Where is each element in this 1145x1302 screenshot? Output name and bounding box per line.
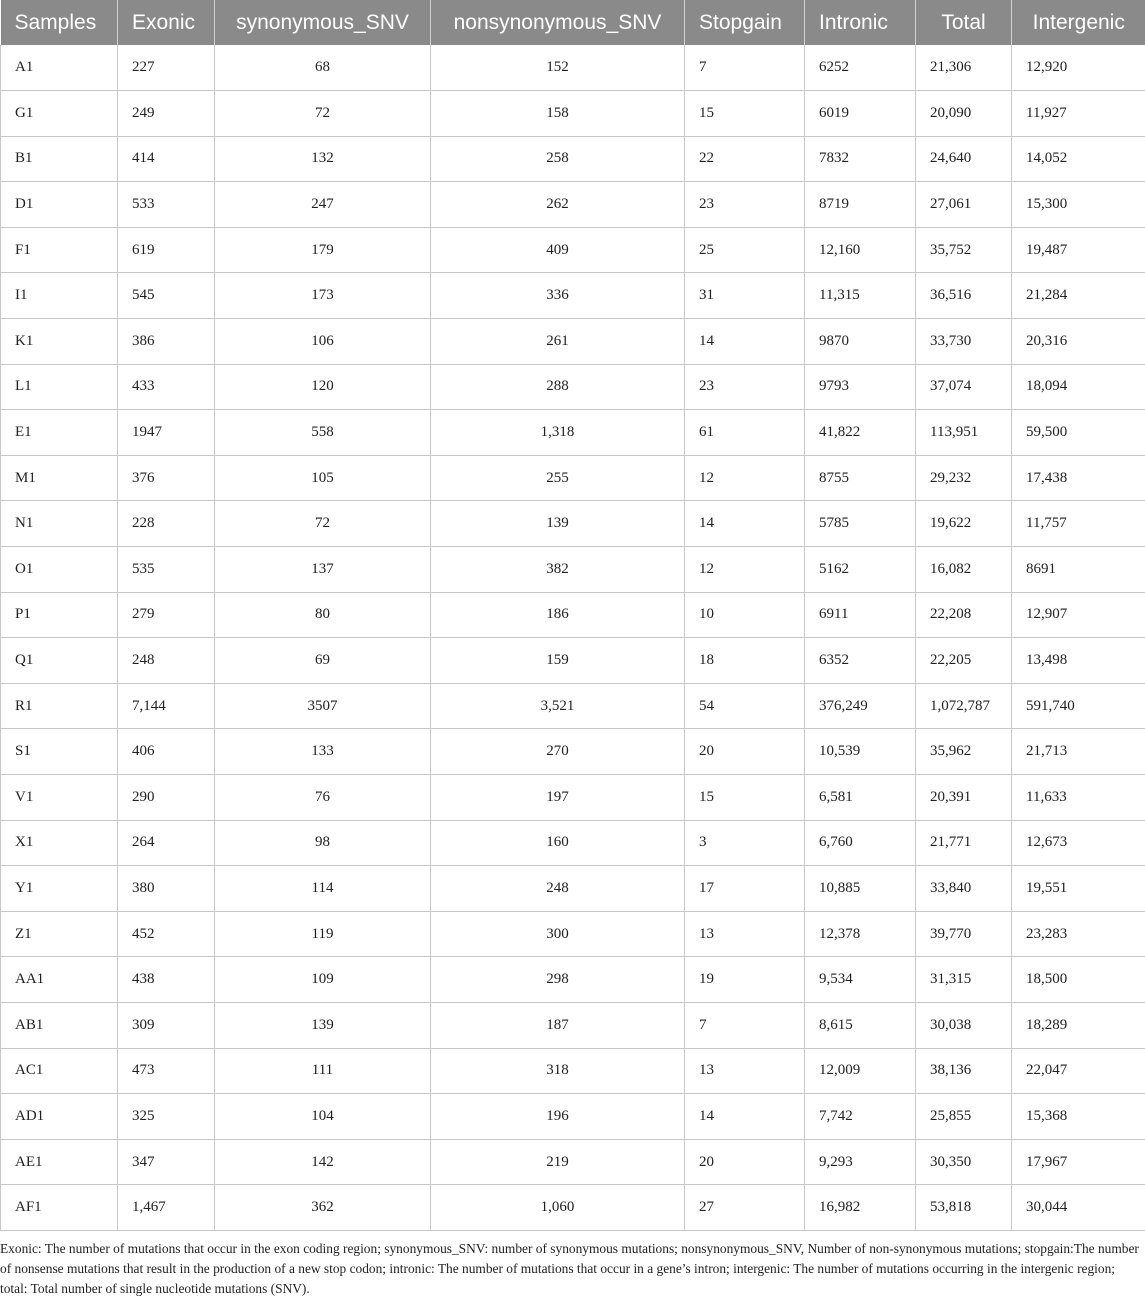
cell-nonsynonymous-snv: 186 — [431, 592, 685, 638]
cell-stopgain: 17 — [685, 866, 805, 912]
cell-intronic: 8,615 — [805, 1002, 916, 1048]
cell-nonsynonymous-snv: 300 — [431, 911, 685, 957]
header-intergenic: Intergenic — [1012, 0, 1145, 45]
header-exonic: Exonic — [118, 0, 215, 45]
cell-synonymous-snv: 3507 — [215, 683, 431, 729]
cell-total: 36,516 — [916, 273, 1012, 319]
table-row — [1, 866, 1145, 912]
table-row — [1, 91, 1145, 137]
table-row — [1, 592, 1145, 638]
header-nonsynonymous-snv: nonsynonymous_SNV — [431, 0, 685, 45]
table-row — [1, 455, 1145, 501]
cell-nonsynonymous-snv: 152 — [431, 45, 685, 91]
cell-total: 29,232 — [916, 455, 1012, 501]
cell-sample: P1 — [1, 592, 118, 638]
cell-intronic: 8719 — [805, 182, 916, 228]
cell-synonymous-snv: 120 — [215, 364, 431, 410]
cell-intronic: 9870 — [805, 319, 916, 365]
cell-exonic: 619 — [118, 227, 215, 273]
header-synonymous-snv: synonymous_SNV — [215, 0, 431, 45]
cell-sample: AB1 — [1, 1002, 118, 1048]
cell-exonic: 438 — [118, 957, 215, 1003]
cell-intronic: 6252 — [805, 45, 916, 91]
cell-stopgain: 31 — [685, 273, 805, 319]
cell-sample: AD1 — [1, 1094, 118, 1140]
cell-sample: K1 — [1, 319, 118, 365]
cell-stopgain: 18 — [685, 638, 805, 684]
cell-intronic: 8755 — [805, 455, 916, 501]
cell-nonsynonymous-snv: 159 — [431, 638, 685, 684]
table-row — [1, 319, 1145, 365]
cell-intergenic: 21,284 — [1012, 273, 1145, 319]
cell-nonsynonymous-snv: 1,318 — [431, 410, 685, 456]
cell-sample: A1 — [1, 45, 118, 91]
table-row — [1, 227, 1145, 273]
table-row — [1, 1048, 1145, 1094]
cell-exonic: 1,467 — [118, 1185, 215, 1231]
cell-stopgain: 25 — [685, 227, 805, 273]
cell-synonymous-snv: 179 — [215, 227, 431, 273]
cell-nonsynonymous-snv: 196 — [431, 1094, 685, 1140]
cell-exonic: 535 — [118, 547, 215, 593]
cell-intronic: 12,378 — [805, 911, 916, 957]
table-row — [1, 729, 1145, 775]
cell-sample: S1 — [1, 729, 118, 775]
cell-sample: E1 — [1, 410, 118, 456]
header-stopgain: Stopgain — [685, 0, 805, 45]
cell-total: 21,306 — [916, 45, 1012, 91]
cell-synonymous-snv: 80 — [215, 592, 431, 638]
table-row — [1, 273, 1145, 319]
cell-stopgain: 13 — [685, 1048, 805, 1094]
cell-nonsynonymous-snv: 258 — [431, 136, 685, 182]
cell-intronic: 6911 — [805, 592, 916, 638]
cell-sample: AA1 — [1, 957, 118, 1003]
table-row — [1, 364, 1145, 410]
table-header — [1, 0, 1145, 45]
cell-synonymous-snv: 132 — [215, 136, 431, 182]
cell-intronic: 12,009 — [805, 1048, 916, 1094]
cell-sample: R1 — [1, 683, 118, 729]
cell-nonsynonymous-snv: 336 — [431, 273, 685, 319]
cell-nonsynonymous-snv: 270 — [431, 729, 685, 775]
cell-synonymous-snv: 114 — [215, 866, 431, 912]
cell-exonic: 309 — [118, 1002, 215, 1048]
cell-sample: Y1 — [1, 866, 118, 912]
cell-exonic: 227 — [118, 45, 215, 91]
cell-stopgain: 22 — [685, 136, 805, 182]
cell-intergenic: 19,487 — [1012, 227, 1145, 273]
cell-stopgain: 12 — [685, 455, 805, 501]
cell-intergenic: 13,498 — [1012, 638, 1145, 684]
header-total: Total — [916, 0, 1012, 45]
cell-exonic: 228 — [118, 501, 215, 547]
cell-synonymous-snv: 105 — [215, 455, 431, 501]
cell-synonymous-snv: 362 — [215, 1185, 431, 1231]
cell-synonymous-snv: 69 — [215, 638, 431, 684]
cell-stopgain: 15 — [685, 775, 805, 821]
cell-synonymous-snv: 98 — [215, 820, 431, 866]
cell-stopgain: 61 — [685, 410, 805, 456]
cell-total: 22,205 — [916, 638, 1012, 684]
cell-nonsynonymous-snv: 248 — [431, 866, 685, 912]
cell-stopgain: 7 — [685, 45, 805, 91]
cell-intergenic: 8691 — [1012, 547, 1145, 593]
cell-intergenic: 15,368 — [1012, 1094, 1145, 1140]
cell-intronic: 6019 — [805, 91, 916, 137]
cell-stopgain: 10 — [685, 592, 805, 638]
cell-total: 39,770 — [916, 911, 1012, 957]
cell-total: 20,391 — [916, 775, 1012, 821]
header-row — [1, 0, 1145, 45]
table-row — [1, 1185, 1145, 1231]
cell-sample: B1 — [1, 136, 118, 182]
cell-sample: F1 — [1, 227, 118, 273]
cell-synonymous-snv: 137 — [215, 547, 431, 593]
cell-exonic: 414 — [118, 136, 215, 182]
cell-total: 1,072,787 — [916, 683, 1012, 729]
cell-intergenic: 12,673 — [1012, 820, 1145, 866]
cell-intronic: 7,742 — [805, 1094, 916, 1140]
cell-exonic: 325 — [118, 1094, 215, 1140]
cell-synonymous-snv: 106 — [215, 319, 431, 365]
cell-intergenic: 22,047 — [1012, 1048, 1145, 1094]
cell-nonsynonymous-snv: 139 — [431, 501, 685, 547]
cell-intergenic: 11,927 — [1012, 91, 1145, 137]
cell-exonic: 473 — [118, 1048, 215, 1094]
cell-total: 30,350 — [916, 1139, 1012, 1185]
table-row — [1, 45, 1145, 91]
table-footnote: Exonic: The number of mutations that occur in the exon coding region; synonymous_SNV: number of synonymous mutations; nonsynonymous_SNV, Number of non-synonymous mutations; stopgain:The number of nonsense mutations that result in the production of a new stop codon; intronic: The number of mutations that occur in a gene’s intron; intergenic: The number of mutations occurring in the intergenic region; total: Total number of single nucleotide mutations (SNV). — [0, 1241, 1139, 1296]
cell-intergenic: 591,740 — [1012, 683, 1145, 729]
cell-intronic: 12,160 — [805, 227, 916, 273]
cell-total: 19,622 — [916, 501, 1012, 547]
table-row — [1, 775, 1145, 821]
cell-nonsynonymous-snv: 3,521 — [431, 683, 685, 729]
cell-synonymous-snv: 133 — [215, 729, 431, 775]
cell-intronic: 376,249 — [805, 683, 916, 729]
table-row — [1, 501, 1145, 547]
cell-synonymous-snv: 72 — [215, 91, 431, 137]
cell-nonsynonymous-snv: 187 — [431, 1002, 685, 1048]
cell-intergenic: 17,967 — [1012, 1139, 1145, 1185]
cell-nonsynonymous-snv: 158 — [431, 91, 685, 137]
table-row — [1, 957, 1145, 1003]
cell-total: 24,640 — [916, 136, 1012, 182]
cell-sample: I1 — [1, 273, 118, 319]
cell-intronic: 7832 — [805, 136, 916, 182]
cell-intronic: 6,760 — [805, 820, 916, 866]
cell-intronic: 10,885 — [805, 866, 916, 912]
cell-intergenic: 12,920 — [1012, 45, 1145, 91]
cell-sample: M1 — [1, 455, 118, 501]
cell-exonic: 264 — [118, 820, 215, 866]
table-row — [1, 182, 1145, 228]
cell-sample: X1 — [1, 820, 118, 866]
cell-total: 35,752 — [916, 227, 1012, 273]
cell-total: 21,771 — [916, 820, 1012, 866]
cell-total: 25,855 — [916, 1094, 1012, 1140]
cell-stopgain: 13 — [685, 911, 805, 957]
cell-nonsynonymous-snv: 409 — [431, 227, 685, 273]
cell-total: 20,090 — [916, 91, 1012, 137]
cell-synonymous-snv: 173 — [215, 273, 431, 319]
cell-intergenic: 18,500 — [1012, 957, 1145, 1003]
cell-intronic: 10,539 — [805, 729, 916, 775]
cell-intergenic: 21,713 — [1012, 729, 1145, 775]
cell-nonsynonymous-snv: 197 — [431, 775, 685, 821]
cell-intergenic: 12,907 — [1012, 592, 1145, 638]
cell-stopgain: 7 — [685, 1002, 805, 1048]
cell-intronic: 6352 — [805, 638, 916, 684]
cell-intergenic: 11,757 — [1012, 501, 1145, 547]
cell-stopgain: 14 — [685, 319, 805, 365]
cell-exonic: 433 — [118, 364, 215, 410]
header-samples: Samples — [1, 0, 118, 45]
cell-nonsynonymous-snv: 255 — [431, 455, 685, 501]
table-body — [1, 45, 1145, 1230]
cell-total: 31,315 — [916, 957, 1012, 1003]
cell-intergenic: 15,300 — [1012, 182, 1145, 228]
cell-synonymous-snv: 76 — [215, 775, 431, 821]
cell-sample: AF1 — [1, 1185, 118, 1231]
cell-exonic: 347 — [118, 1139, 215, 1185]
cell-exonic: 452 — [118, 911, 215, 957]
cell-intronic: 9,534 — [805, 957, 916, 1003]
cell-intergenic: 18,289 — [1012, 1002, 1145, 1048]
cell-synonymous-snv: 109 — [215, 957, 431, 1003]
cell-intronic: 6,581 — [805, 775, 916, 821]
table-row — [1, 911, 1145, 957]
cell-intronic: 9,293 — [805, 1139, 916, 1185]
cell-total: 53,818 — [916, 1185, 1012, 1231]
cell-synonymous-snv: 139 — [215, 1002, 431, 1048]
cell-exonic: 380 — [118, 866, 215, 912]
cell-total: 33,730 — [916, 319, 1012, 365]
cell-total: 35,962 — [916, 729, 1012, 775]
cell-stopgain: 3 — [685, 820, 805, 866]
cell-stopgain: 19 — [685, 957, 805, 1003]
cell-sample: AC1 — [1, 1048, 118, 1094]
cell-stopgain: 23 — [685, 364, 805, 410]
cell-exonic: 248 — [118, 638, 215, 684]
cell-stopgain: 12 — [685, 547, 805, 593]
cell-total: 22,208 — [916, 592, 1012, 638]
cell-nonsynonymous-snv: 288 — [431, 364, 685, 410]
cell-synonymous-snv: 247 — [215, 182, 431, 228]
table-row — [1, 1002, 1145, 1048]
table-row — [1, 683, 1145, 729]
cell-intronic: 5162 — [805, 547, 916, 593]
cell-exonic: 376 — [118, 455, 215, 501]
cell-intergenic: 19,551 — [1012, 866, 1145, 912]
cell-sample: N1 — [1, 501, 118, 547]
cell-nonsynonymous-snv: 382 — [431, 547, 685, 593]
cell-stopgain: 54 — [685, 683, 805, 729]
cell-intronic: 5785 — [805, 501, 916, 547]
cell-stopgain: 14 — [685, 501, 805, 547]
cell-stopgain: 20 — [685, 729, 805, 775]
cell-sample: G1 — [1, 91, 118, 137]
cell-total: 30,038 — [916, 1002, 1012, 1048]
cell-sample: AE1 — [1, 1139, 118, 1185]
cell-exonic: 545 — [118, 273, 215, 319]
cell-stopgain: 20 — [685, 1139, 805, 1185]
cell-synonymous-snv: 558 — [215, 410, 431, 456]
cell-intergenic: 20,316 — [1012, 319, 1145, 365]
cell-stopgain: 23 — [685, 182, 805, 228]
cell-nonsynonymous-snv: 298 — [431, 957, 685, 1003]
cell-intronic: 16,982 — [805, 1185, 916, 1231]
cell-nonsynonymous-snv: 219 — [431, 1139, 685, 1185]
cell-intergenic: 11,633 — [1012, 775, 1145, 821]
cell-exonic: 279 — [118, 592, 215, 638]
cell-nonsynonymous-snv: 1,060 — [431, 1185, 685, 1231]
cell-intergenic: 14,052 — [1012, 136, 1145, 182]
cell-stopgain: 14 — [685, 1094, 805, 1140]
cell-intronic: 41,822 — [805, 410, 916, 456]
cell-sample: Z1 — [1, 911, 118, 957]
cell-total: 37,074 — [916, 364, 1012, 410]
table-row — [1, 638, 1145, 684]
cell-sample: O1 — [1, 547, 118, 593]
cell-sample: V1 — [1, 775, 118, 821]
cell-exonic: 249 — [118, 91, 215, 137]
cell-stopgain: 27 — [685, 1185, 805, 1231]
cell-total: 38,136 — [916, 1048, 1012, 1094]
cell-synonymous-snv: 72 — [215, 501, 431, 547]
table-row — [1, 410, 1145, 456]
cell-intergenic: 30,044 — [1012, 1185, 1145, 1231]
cell-nonsynonymous-snv: 160 — [431, 820, 685, 866]
cell-total: 16,082 — [916, 547, 1012, 593]
cell-intergenic: 59,500 — [1012, 410, 1145, 456]
cell-stopgain: 15 — [685, 91, 805, 137]
cell-intergenic: 23,283 — [1012, 911, 1145, 957]
cell-exonic: 533 — [118, 182, 215, 228]
header-intronic: Intronic — [805, 0, 916, 45]
cell-exonic: 7,144 — [118, 683, 215, 729]
cell-intergenic: 17,438 — [1012, 455, 1145, 501]
cell-sample: Q1 — [1, 638, 118, 684]
table-row — [1, 1094, 1145, 1140]
table-row — [1, 820, 1145, 866]
cell-nonsynonymous-snv: 262 — [431, 182, 685, 228]
cell-intronic: 11,315 — [805, 273, 916, 319]
cell-total: 113,951 — [916, 410, 1012, 456]
cell-synonymous-snv: 104 — [215, 1094, 431, 1140]
cell-exonic: 406 — [118, 729, 215, 775]
cell-sample: D1 — [1, 182, 118, 228]
table-row — [1, 547, 1145, 593]
cell-exonic: 386 — [118, 319, 215, 365]
cell-synonymous-snv: 142 — [215, 1139, 431, 1185]
table-row — [1, 1139, 1145, 1185]
cell-exonic: 290 — [118, 775, 215, 821]
cell-nonsynonymous-snv: 261 — [431, 319, 685, 365]
cell-intronic: 9793 — [805, 364, 916, 410]
cell-exonic: 1947 — [118, 410, 215, 456]
cell-synonymous-snv: 111 — [215, 1048, 431, 1094]
table-row — [1, 136, 1145, 182]
cell-total: 33,840 — [916, 866, 1012, 912]
cell-synonymous-snv: 119 — [215, 911, 431, 957]
cell-nonsynonymous-snv: 318 — [431, 1048, 685, 1094]
cell-total: 27,061 — [916, 182, 1012, 228]
cell-synonymous-snv: 68 — [215, 45, 431, 91]
cell-sample: L1 — [1, 364, 118, 410]
cell-intergenic: 18,094 — [1012, 364, 1145, 410]
